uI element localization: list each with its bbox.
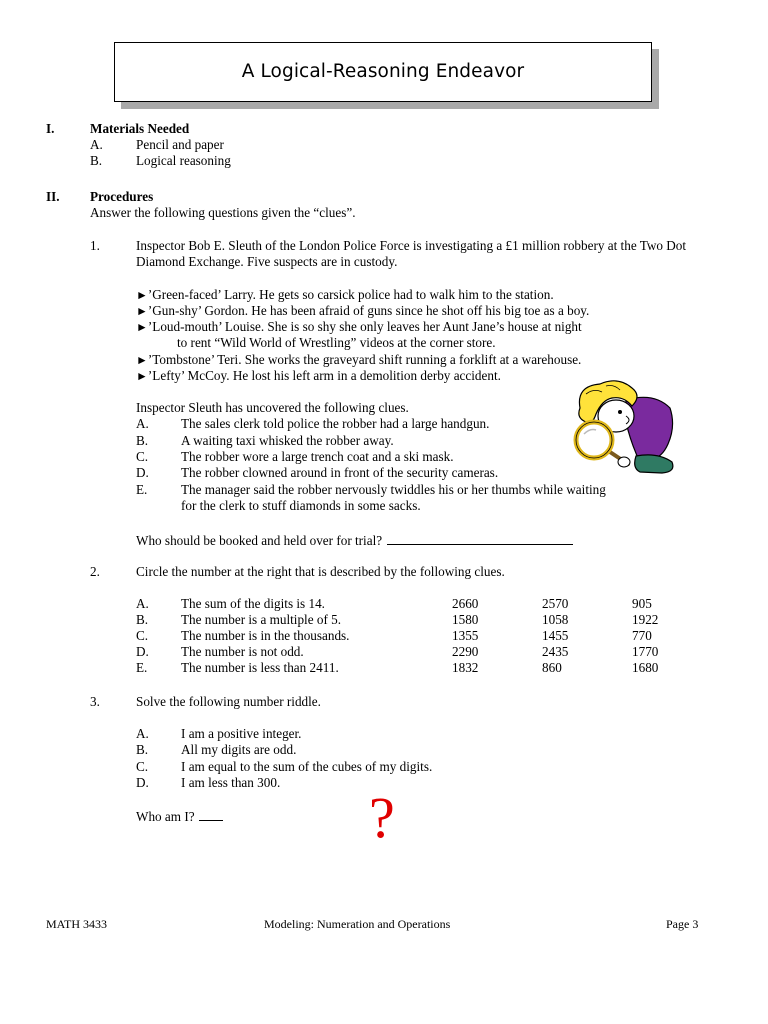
suspect-text: ’Gun-shy’ Gordon. He has been afraid of guns since he shot off his big toe as a boy. (147, 303, 590, 318)
list-letter: A. (136, 596, 149, 611)
number-option[interactable]: 1455 (542, 628, 569, 643)
clue-text: A waiting taxi whisked the robber away. (181, 433, 394, 448)
section-heading: Materials Needed (90, 121, 190, 136)
suspect-item (136, 352, 581, 368)
footer-subject: Modeling: Numeration and Operations (264, 917, 451, 931)
footer-course: MATH 3433 (46, 917, 108, 931)
list-letter: D. (136, 465, 149, 480)
list-letter: B. (136, 612, 149, 627)
pointer-icon: ► (136, 320, 148, 334)
clue-text: I am less than 300. (181, 775, 281, 790)
clue-text: The manager said the robber nervously twiddles his or her thumbs while waiting (181, 482, 606, 497)
number-option[interactable]: 2290 (452, 644, 479, 659)
pointer-icon: ► (136, 304, 148, 318)
list-item: Pencil and paper (136, 137, 224, 152)
clue-text: The number is less than 2411. (181, 660, 339, 675)
answer-blank[interactable] (199, 807, 223, 821)
section-numeral: II. (46, 189, 60, 204)
list-letter: A. (90, 137, 103, 152)
number-option[interactable]: 1770 (632, 644, 659, 659)
footer-page-number: Page 3 (666, 917, 699, 931)
clue-text: The number is not odd. (181, 644, 304, 659)
section-heading: Procedures (90, 189, 154, 204)
question-text: Solve the following number riddle. (136, 694, 321, 709)
list-letter: E. (136, 660, 148, 675)
suspect-text: ’Loud-mouth’ Louise. She is so shy she only leaves her Aunt Jane’s house at night (147, 319, 582, 334)
pointer-icon: ► (136, 288, 148, 302)
list-letter: C. (136, 449, 149, 464)
suspect-text: ’Lefty’ McCoy. He lost his left arm in a demolition derby accident. (147, 368, 501, 383)
question-text: Circle the number at the right that is described by the following clues. (136, 564, 505, 579)
question-text: Inspector Bob E. Sleuth of the London Police Force is investigating a £1 million robbery at the Two Dot (136, 238, 687, 253)
question-prompt (136, 807, 223, 825)
clue-text: The number is a multiple of 5. (181, 612, 342, 627)
list-letter: A. (136, 416, 149, 431)
question-number: 1. (90, 238, 100, 253)
question-mark-graphic: ? (369, 785, 395, 850)
suspect-text: ’Tombstone’ Teri. She works the graveyard shift running a forklift at a warehouse. (147, 352, 582, 367)
list-letter: C. (136, 628, 149, 643)
list-item: Logical reasoning (136, 153, 231, 168)
number-option[interactable]: 1580 (452, 612, 479, 627)
title-box (114, 42, 652, 102)
answer-blank[interactable] (387, 531, 573, 545)
pointer-icon: ► (136, 353, 148, 367)
suspect-text-continued: to rent “Wild World of Wrestling” videos at the corner store. (177, 335, 496, 350)
question-number: 2. (90, 564, 100, 579)
suspect-item (136, 287, 554, 303)
clue-text: The sum of the digits is 14. (181, 596, 325, 611)
number-option[interactable]: 2660 (452, 596, 479, 611)
question-number: 3. (90, 694, 100, 709)
list-letter: D. (136, 644, 149, 659)
number-option[interactable]: 860 (542, 660, 562, 675)
clue-text: All my digits are odd. (181, 742, 297, 757)
section-numeral: I. (46, 121, 55, 136)
clue-text: I am a positive integer. (181, 726, 302, 741)
clue-text: The robber clowned around in front of the security cameras. (181, 465, 499, 480)
clue-text: The robber wore a large trench coat and a ski mask. (181, 449, 454, 464)
number-option[interactable]: 2435 (542, 644, 569, 659)
number-option[interactable]: 2570 (542, 596, 569, 611)
clue-text: I am equal to the sum of the cubes of my digits. (181, 759, 433, 774)
question-text: Who am I? (136, 809, 195, 824)
clues-intro: Inspector Sleuth has uncovered the following clues. (136, 400, 409, 415)
number-option[interactable]: 770 (632, 628, 652, 643)
clue-text: The number is in the thousands. (181, 628, 350, 643)
suspect-text: ’Green-faced’ Larry. He gets so carsick police had to walk him to the station. (147, 287, 554, 302)
section-intro: Answer the following questions given the “clues”. (90, 205, 356, 220)
number-option[interactable]: 1832 (452, 660, 479, 675)
detective-clipart (566, 378, 678, 476)
list-letter: B. (136, 742, 149, 757)
suspect-item (136, 303, 589, 319)
number-option[interactable]: 905 (632, 596, 652, 611)
list-letter: D. (136, 775, 149, 790)
clue-text-continued: for the clerk to stuff diamonds in some sacks. (181, 498, 421, 513)
pointer-icon: ► (136, 369, 148, 383)
question-text: Diamond Exchange. Five suspects are in custody. (136, 254, 398, 269)
suspect-item (136, 368, 501, 384)
number-option[interactable]: 1922 (632, 612, 659, 627)
list-letter: E. (136, 482, 148, 497)
list-letter: A. (136, 726, 149, 741)
number-option[interactable]: 1355 (452, 628, 479, 643)
page-title: A Logical-Reasoning Endeavor (241, 60, 525, 82)
question-prompt (136, 531, 573, 549)
list-letter: B. (136, 433, 149, 448)
list-letter: B. (90, 153, 103, 168)
question-text: Who should be booked and held over for trial? (136, 533, 383, 548)
number-option[interactable]: 1058 (542, 612, 569, 627)
clue-text: The sales clerk told police the robber had a large handgun. (181, 416, 490, 431)
suspect-item (136, 319, 582, 335)
list-letter: C. (136, 759, 149, 774)
number-option[interactable]: 1680 (632, 660, 659, 675)
